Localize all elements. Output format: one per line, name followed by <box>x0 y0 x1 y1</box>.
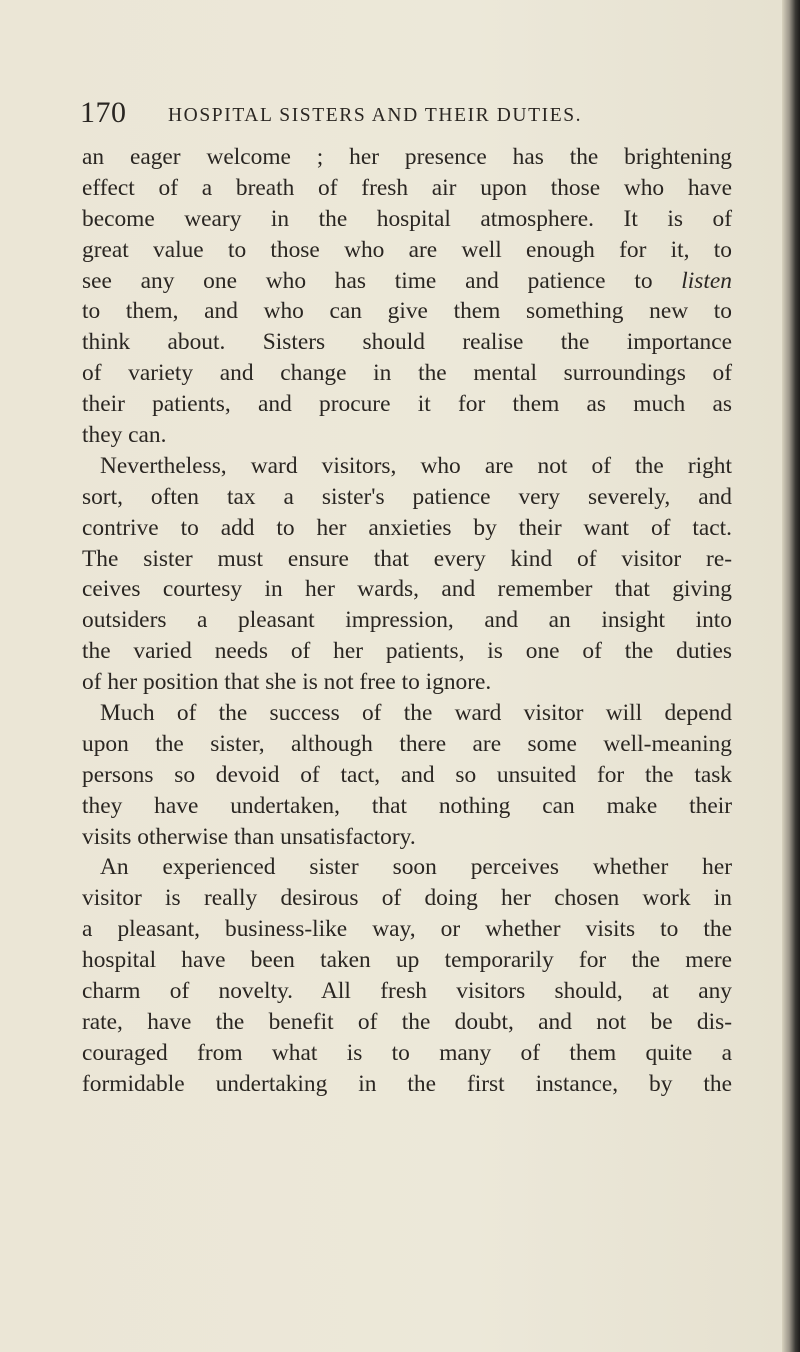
text-line: The sister must ensure that every kind of visitor re- <box>82 545 732 572</box>
text-line: of her position that she is not free to ignore. <box>82 669 492 696</box>
text-line: charm of novelty. All fresh visitors should, at any <box>82 978 732 1005</box>
text-line: hospital have been taken up temporarily for the mere <box>82 947 732 974</box>
text-line: to them, and who can give them something new to <box>82 298 732 325</box>
running-title: HOSPITAL SISTERS AND THEIR DUTIES. <box>168 105 583 126</box>
text-line: formidable undertaking in the first instance, by the <box>82 1070 732 1097</box>
text-segment: see any one who has time and patience to <box>82 267 653 294</box>
text-line: visits otherwise than unsatisfactory. <box>82 823 416 850</box>
text-line: their patients, and procure it for them as much as <box>82 391 732 418</box>
text-line: sort, often tax a sister's patience very severely, and <box>82 483 732 510</box>
text-line <box>82 266 732 297</box>
text-line: rate, have the benefit of the doubt, and not be dis- <box>82 1008 732 1035</box>
text-line: think about. Sisters should realise the importance <box>82 329 732 356</box>
text-line: they have undertaken, that nothing can make their <box>82 792 732 819</box>
page-header <box>80 96 720 136</box>
text-line: upon the sister, although there are some well-meaning <box>82 730 732 757</box>
text-line: visitor is really desirous of doing her chosen work in <box>82 885 732 912</box>
text-line: outsiders a pleasant impression, and an insight into <box>82 607 732 634</box>
emphasized-word: listen <box>681 267 732 294</box>
text-line: Much of the success of the ward visitor will depend <box>100 700 732 727</box>
text-line: the varied needs of her patients, is one of the duties <box>82 638 732 665</box>
text-line: ceives courtesy in her wards, and remember that giving <box>82 576 732 603</box>
text-line: they can. <box>82 422 167 449</box>
text-line: great value to those who are well enough for it, to <box>82 236 732 263</box>
text-line: a pleasant, business-like way, or whether visits to the <box>82 916 732 943</box>
page-binding-edge <box>782 0 800 1352</box>
text-line: couraged from what is to many of them quite a <box>82 1039 732 1066</box>
body-text <box>82 142 732 1100</box>
text-line: of variety and change in the mental surroundings of <box>82 360 732 387</box>
text-line: an eager welcome ; her presence has the brightening <box>82 144 732 170</box>
text-line: Nevertheless, ward visitors, who are not of the right <box>100 452 732 479</box>
text-line: An experienced sister soon perceives whether her <box>100 854 732 881</box>
text-line: contrive to add to her anxieties by their want of tact. <box>82 514 732 541</box>
page-number: 170 <box>80 96 127 129</box>
text-line: persons so devoid of tact, and so unsuited for the task <box>82 761 732 788</box>
text-line: become weary in the hospital atmosphere. It is of <box>82 205 732 232</box>
text-line: effect of a breath of fresh air upon those who have <box>82 174 732 201</box>
